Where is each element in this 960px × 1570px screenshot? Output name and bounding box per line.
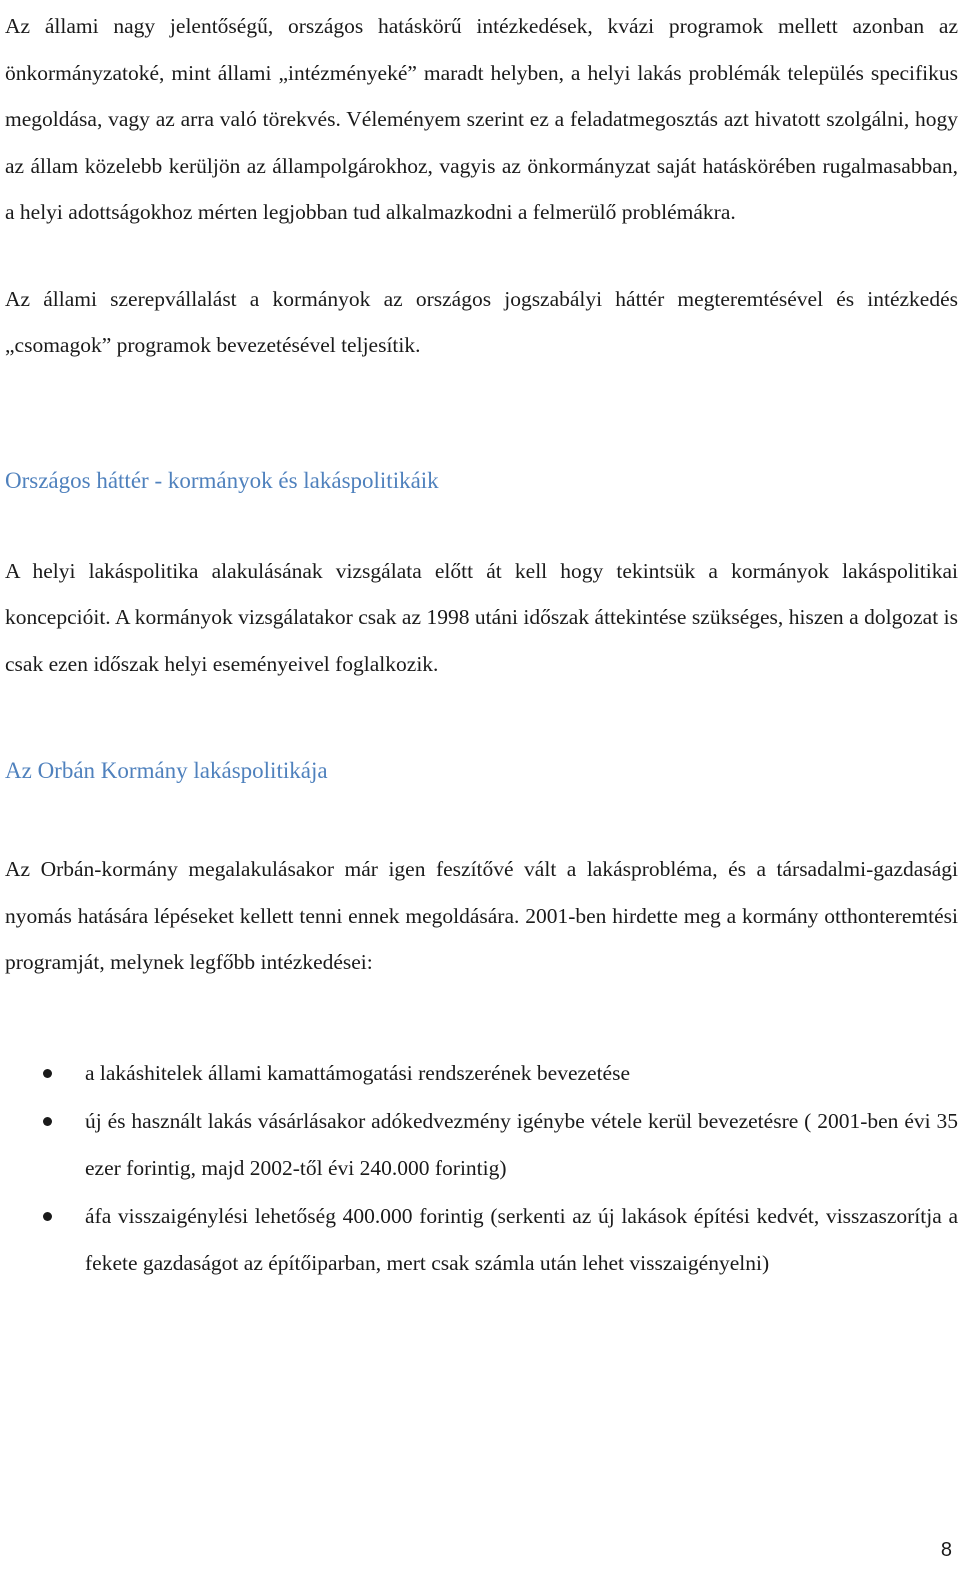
paragraph-state-role: Az állami szerepvállalást a kormányok az országos jogszabályi háttér megteremtésével és intézkedés „csomagok” programok bevezetésével teljesítik.	[5, 286, 958, 357]
list-item	[5, 1098, 958, 1191]
page-number: 8	[940, 1539, 952, 1561]
list-item-text: új és használt lakás vásárlásakor adókedvezmény igénybe vétele kerül bevezetésre ( 2001-ben évi 35 ezer forintig, majd 2002-től évi 240.000 forintig)	[85, 1109, 958, 1180]
heading-national-background: Országos háttér - kormányok és lakáspolitikáik	[5, 467, 439, 493]
list-item-text: a lakáshitelek állami kamattámogatási rendszerének bevezetése	[85, 1060, 630, 1085]
list-item	[5, 1193, 958, 1286]
list-item-text: áfa visszaigénylési lehetőség 400.000 forintig (serkenti az új lakások építési kedvét, visszaszorítja a fekete gazdaságot az építőiparban, mert csak számla után lehet visszaigényelni)	[85, 1204, 958, 1275]
heading-orban-government: Az Orbán Kormány lakáspolitikája	[5, 758, 328, 783]
paragraph-local-policy: A helyi lakáspolitika alakulásának vizsgálata előtt át kell hogy tekintsük a kormányok lakáspolitikai koncepcióit. A kormányok vizsgálatakor csak az 1998 utáni időszak áttekintése szükséges, hiszen a dolgozat is csak ezen időszak helyi eseményeivel foglalkozik.	[5, 558, 958, 676]
measures-list	[5, 1050, 958, 1287]
document-page	[5, 0, 958, 1288]
bullet-icon	[43, 1069, 52, 1078]
paragraph-intro: Az állami nagy jelentőségű, országos hatáskörű intézkedések, kvázi programok mellett azonban az önkormányzatoké, mint állami „intézményeké” maradt helyben, a helyi lakás problémák település specifikus megoldása, vagy az arra való törekvés. Véleményem szerint ez a feladatmegosztás azt hivatott szolgálni, hogy az állam közelebb kerüljön az állampolgárokhoz, vagyis az önkormányzat saját hatáskörében rugalmasabban, a helyi adottságokhoz mérten legjobban tud alkalmazkodni a felmerülő problémákra.	[5, 14, 958, 224]
list-item	[5, 1050, 958, 1097]
bullet-icon	[43, 1117, 52, 1126]
paragraph-orban-program: Az Orbán-kormány megalakulásakor már igen feszítővé vált a lakásprobléma, és a társadalmi-gazdasági nyomás hatására lépéseket kellett tenni ennek megoldására. 2001-ben hirdette meg a kormány otthonteremtési programját, melynek legfőbb intézkedései:	[5, 857, 958, 974]
bullet-icon	[43, 1212, 52, 1221]
